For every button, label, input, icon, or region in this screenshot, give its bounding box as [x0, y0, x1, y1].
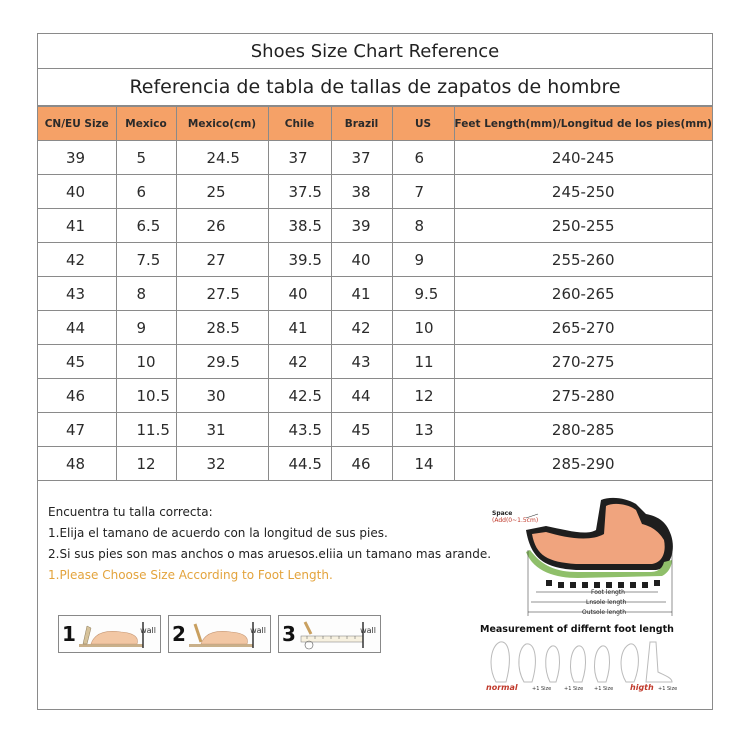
- table-row: [38, 379, 712, 413]
- size-note-2: +1 Size: [564, 686, 584, 692]
- table-cell: 240-245: [454, 141, 712, 175]
- high-label: higth: [630, 683, 654, 692]
- table-cell: 27: [176, 243, 268, 277]
- measure-step-1: [58, 615, 161, 653]
- table-cell: 9.5: [392, 277, 454, 311]
- table-cell: 280-285: [454, 413, 712, 447]
- table-cell: 10: [116, 345, 176, 379]
- table-cell: 245-250: [454, 175, 712, 209]
- table-cell: 42: [268, 345, 331, 379]
- table-cell: 43: [38, 277, 116, 311]
- table-cell: 43.5: [268, 413, 331, 447]
- table-cell: 37: [268, 141, 331, 175]
- step-number: 3: [282, 622, 296, 646]
- table-cell: 38: [331, 175, 392, 209]
- size-table: [38, 106, 712, 481]
- table-cell: 5: [116, 141, 176, 175]
- table-cell: 11: [392, 345, 454, 379]
- table-cell: 42.5: [268, 379, 331, 413]
- table-cell: 30: [176, 379, 268, 413]
- table-cell: 12: [116, 447, 176, 481]
- table-cell: 32: [176, 447, 268, 481]
- table-cell: 12: [392, 379, 454, 413]
- table-cell: 260-265: [454, 277, 712, 311]
- foot-shapes-icon: [486, 638, 676, 688]
- column-header-brazil: Brazil: [331, 107, 392, 141]
- table-cell: 26: [176, 209, 268, 243]
- wall-label: wall: [250, 626, 266, 635]
- column-header-mexico: Mexico: [116, 107, 176, 141]
- table-cell: 14: [392, 447, 454, 481]
- table-cell: 13: [392, 413, 454, 447]
- chart-subtitle: Referencia de tabla de tallas de zapatos de hombre: [38, 69, 712, 106]
- table-cell: 10.5: [116, 379, 176, 413]
- table-cell: 43: [331, 345, 392, 379]
- table-row: [38, 243, 712, 277]
- instruction-line-2: 2.Si sus pies son mas anchos o mas aruesos.eliia un tamano mas arande.: [48, 547, 492, 561]
- column-header-chile: Chile: [268, 107, 331, 141]
- insole-length-label: Lnsole length: [586, 599, 627, 606]
- column-header-us: US: [392, 107, 454, 141]
- table-cell: 39: [331, 209, 392, 243]
- table-cell: 37: [331, 141, 392, 175]
- measure-step-3: [278, 615, 381, 653]
- table-cell: 42: [38, 243, 116, 277]
- table-cell: 31: [176, 413, 268, 447]
- column-header-cn-eu: CN/EU Size: [38, 107, 116, 141]
- table-cell: 44: [331, 379, 392, 413]
- table-cell: 28.5: [176, 311, 268, 345]
- outsole-length-label: Outsole length: [582, 609, 627, 616]
- table-row: [38, 209, 712, 243]
- column-header-mexico-cm: Mexico(cm): [176, 107, 268, 141]
- table-cell: 40: [38, 175, 116, 209]
- table-row: [38, 277, 712, 311]
- table-header-row: [38, 107, 712, 141]
- table-cell: 8: [392, 209, 454, 243]
- instruction-line-3: 1.Please Choose Size According to Foot Length.: [48, 568, 333, 582]
- foot-on-ruler-icon: [77, 620, 147, 650]
- size-chart: [37, 33, 713, 710]
- table-cell: 46: [38, 379, 116, 413]
- table-cell: 41: [268, 311, 331, 345]
- wall-label: wall: [360, 626, 376, 635]
- table-row: [38, 413, 712, 447]
- table-cell: 47: [38, 413, 116, 447]
- ruler-measure-icon: [297, 620, 367, 650]
- table-cell: 8: [116, 277, 176, 311]
- table-cell: 29.5: [176, 345, 268, 379]
- space-add-label: (Add(0~1.5cm): [492, 517, 539, 524]
- table-cell: 6: [392, 141, 454, 175]
- table-cell: 38.5: [268, 209, 331, 243]
- table-cell: 42: [331, 311, 392, 345]
- size-note-1: +1 Size: [532, 686, 552, 692]
- foot-length-label: Foot length: [591, 589, 625, 596]
- table-cell: 41: [38, 209, 116, 243]
- shoe-measurement-diagram: [480, 490, 678, 705]
- table-cell: 39: [38, 141, 116, 175]
- size-note-4: +1 Size: [658, 686, 678, 692]
- table-cell: 40: [331, 243, 392, 277]
- shoe-cross-section-icon: [486, 490, 676, 620]
- table-cell: 11.5: [116, 413, 176, 447]
- column-header-foot-length: Feet Length(mm)/Longitud de los pies(mm): [454, 107, 712, 141]
- size-note-3: +1 Size: [594, 686, 614, 692]
- space-label: Space: [492, 510, 513, 517]
- table-cell: 45: [38, 345, 116, 379]
- table-row: [38, 311, 712, 345]
- size-guide: [38, 475, 712, 709]
- table-cell: 48: [38, 447, 116, 481]
- instruction-line-1: 1.Elija el tamano de acuerdo con la longitud de sus pies.: [48, 526, 388, 540]
- table-cell: 275-280: [454, 379, 712, 413]
- table-cell: 9: [392, 243, 454, 277]
- table-row: [38, 141, 712, 175]
- table-cell: 250-255: [454, 209, 712, 243]
- table-cell: 10: [392, 311, 454, 345]
- table-cell: 45: [331, 413, 392, 447]
- step-number: 1: [62, 622, 76, 646]
- wall-label: wall: [140, 626, 156, 635]
- foot-with-pencil-icon: [187, 620, 257, 650]
- table-cell: 37.5: [268, 175, 331, 209]
- table-cell: 270-275: [454, 345, 712, 379]
- table-cell: 9: [116, 311, 176, 345]
- table-cell: 255-260: [454, 243, 712, 277]
- table-cell: 41: [331, 277, 392, 311]
- table-row: [38, 175, 712, 209]
- step-number: 2: [172, 622, 186, 646]
- table-row: [38, 345, 712, 379]
- table-cell: 24.5: [176, 141, 268, 175]
- table-cell: 265-270: [454, 311, 712, 345]
- chart-title: Shoes Size Chart Reference: [38, 34, 712, 69]
- table-cell: 39.5: [268, 243, 331, 277]
- table-cell: 40: [268, 277, 331, 311]
- table-cell: 7.5: [116, 243, 176, 277]
- table-cell: 25: [176, 175, 268, 209]
- normal-label: normal: [486, 683, 518, 692]
- measure-step-2: [168, 615, 271, 653]
- table-cell: 44: [38, 311, 116, 345]
- measurement-title: Measurement of differnt foot length: [480, 624, 674, 635]
- table-cell: 6.5: [116, 209, 176, 243]
- table-cell: 44.5: [268, 447, 331, 481]
- instructions-heading: Encuentra tu talla correcta:: [48, 505, 213, 519]
- table-cell: 7: [392, 175, 454, 209]
- table-cell: 6: [116, 175, 176, 209]
- table-cell: 27.5: [176, 277, 268, 311]
- table-cell: 285-290: [454, 447, 712, 481]
- table-cell: 46: [331, 447, 392, 481]
